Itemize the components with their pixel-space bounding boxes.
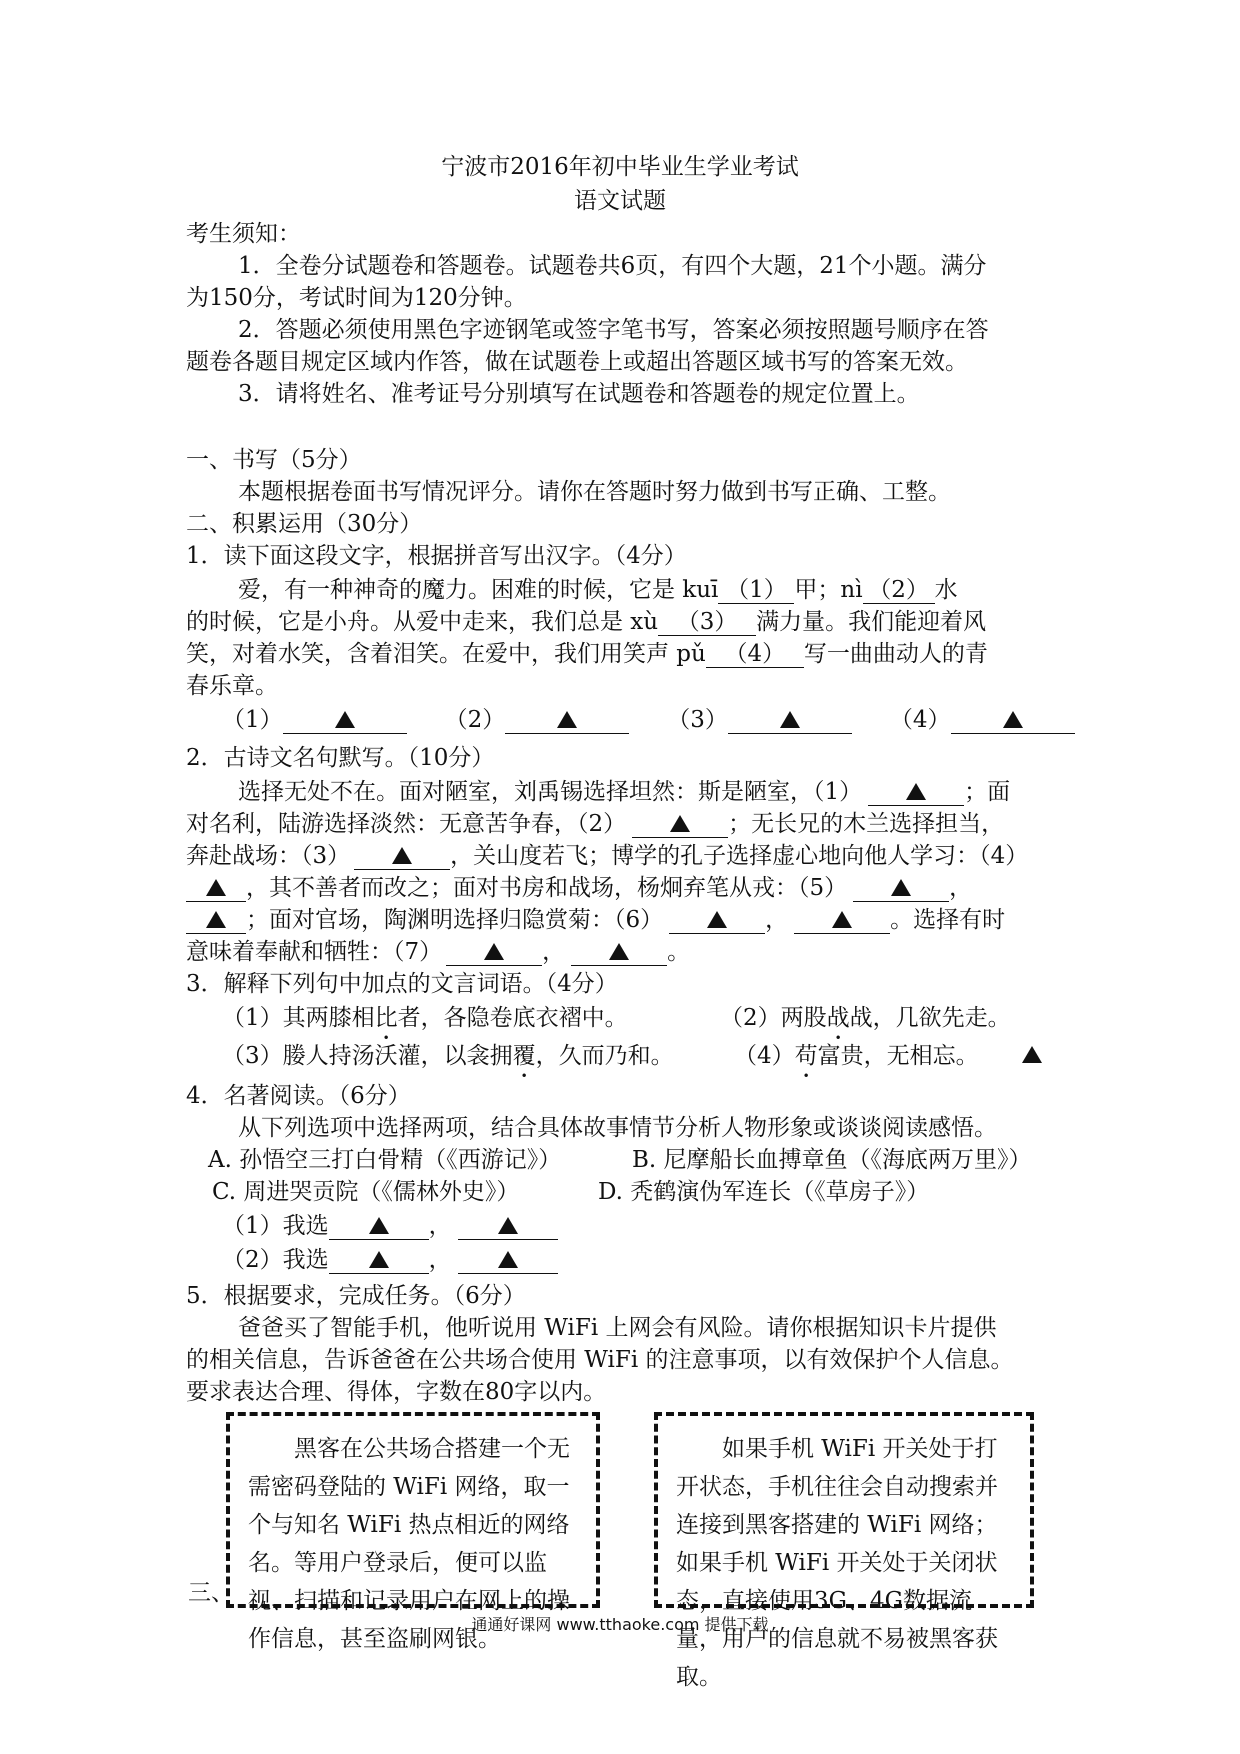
answer-marker-icon [557, 711, 577, 728]
q3-answer-marker [1022, 1046, 1042, 1066]
q4-pick-2-blank-a[interactable] [329, 1247, 429, 1274]
q1-title: 1．读下面这段文字，根据拼音写出汉字。（4分） [186, 543, 687, 569]
q2-blank-1[interactable] [868, 779, 964, 806]
q5-line-1: 爸爸买了智能手机，他听说用 WiFi 上网会有风险。请你根据知识卡片提供 [238, 1315, 997, 1341]
q1-line-3: 笑，对着水笑，含着泪笑。在爱中，我们用笑声 pǔ （4） 写一曲曲动人的青 [186, 641, 988, 667]
q4-option-c: C. 周进哭贡院（《儒林外史》） [212, 1179, 520, 1205]
q5-line-2: 的相关信息，告诉爸爸在公共场合使用 WiFi 的注意事项，以有效保护个人信息。 [186, 1347, 1014, 1373]
answer-marker-icon [498, 1217, 518, 1234]
q2-blank-7a[interactable] [446, 939, 542, 966]
q1-answer-blank-4[interactable] [951, 707, 1075, 734]
q4-pick-1: （1）我选 ， [222, 1210, 1102, 1242]
q1-blank-2: （2） [863, 577, 935, 604]
q2-blank-5b[interactable] [186, 907, 246, 934]
answer-marker-icon [206, 911, 226, 928]
q1-answer-blank-1[interactable] [283, 707, 407, 734]
q3-item-1: （1）其两膝相比者，各隐卷底衣褶中。 [222, 1005, 628, 1031]
q4-option-b: B. 尼摩船长血搏章鱼（《海底两万里》） [632, 1147, 1032, 1173]
q1-line-4: 春乐章。 [186, 673, 278, 699]
q1-line-2: 的时候，它是小舟。从爱中走来，我们总是 xù （3） 满力量。我们能迎着风 [186, 609, 987, 635]
answer-marker-icon [335, 711, 355, 728]
q2-blank-6a[interactable] [669, 907, 765, 934]
knowledge-card-left: 黑客在公共场合搭建一个无需密码登陆的 WiFi 网络，取一个与知名 WiFi 热点相近的网络名。等用户登录后，便可以监视、扫描和记录用户在网上的操作信息，甚至盗刷网银。 [226, 1412, 600, 1608]
answer-marker-icon [498, 1251, 518, 1268]
section3-fragment: 三、 [188, 1580, 234, 1606]
q1-answer-row: （1） （2） （3） （4） [222, 704, 1102, 736]
q2-line-5: ；面对官场，陶渊明选择归隐赏菊：（6） ， 。选择有时 [186, 904, 1066, 936]
answer-marker-icon [1003, 711, 1023, 728]
q4-option-a: A. 孙悟空三打白骨精（《西游记》） [208, 1147, 562, 1173]
q2-blank-7b[interactable] [571, 939, 667, 966]
answer-marker-icon [780, 711, 800, 728]
q4-title: 4．名著阅读。（6分） [186, 1083, 411, 1109]
q3-title: 3．解释下列句中加点的文言词语。（4分） [186, 971, 618, 997]
answer-marker-icon [206, 879, 226, 896]
notice-item-3: 3．请将姓名、准考证号分别填写在试题卷和答题卷的规定位置上。 [238, 381, 920, 407]
q4-intro: 从下列选项中选择两项，结合具体故事情节分析人物形象或谈谈阅读感悟。 [238, 1115, 997, 1141]
q4-pick-2: （2）我选 ， [222, 1244, 1102, 1276]
q4-option-d: D. 秃鹤演伪军连长（《草房子》） [598, 1179, 930, 1205]
answer-marker-icon [1022, 1046, 1042, 1063]
q2-blank-6b[interactable] [794, 907, 890, 934]
q1-blank-1: （1） [718, 577, 794, 604]
answer-marker-icon [707, 911, 727, 928]
answer-marker-icon [369, 1251, 389, 1268]
notice-item-1: 1．全卷分试题卷和答题卷。试题卷共6页，有四个大题，21个小题。满分 [238, 253, 987, 279]
q4-pick-1-blank-a[interactable] [329, 1213, 429, 1240]
q2-line-1: 选择无处不在。面对陋室，刘禹锡选择坦然：斯是陋室，（1） ；面 [238, 779, 1011, 805]
notice-item-2: 2．答题必须使用黑色字迹钢笔或签字笔书写，答案必须按照题号顺序在答 [238, 317, 989, 343]
q3-item-3: （3）媵人持汤沃灌，以衾拥覆，久而乃和。 [222, 1043, 674, 1069]
q2-blank-5[interactable] [853, 875, 949, 902]
answer-marker-icon [906, 783, 926, 800]
section1-heading: 一、书写（5分） [186, 447, 362, 473]
exam-subtitle: 语文试题 [574, 188, 666, 214]
q1-answer-blank-3[interactable] [728, 707, 852, 734]
q2-blank-2[interactable] [632, 811, 728, 838]
q1-answer-blank-2[interactable] [505, 707, 629, 734]
q2-blank-4[interactable] [186, 875, 246, 902]
answer-marker-icon [670, 815, 690, 832]
q2-blank-3[interactable] [354, 843, 450, 870]
q1-line-1: 爱，有一种神奇的魔力。困难的时候，它是 kuī （1） 甲；nì （2） 水 [238, 577, 958, 603]
q4-pick-1-blank-b[interactable] [458, 1213, 558, 1240]
answer-marker-icon [392, 847, 412, 864]
answer-marker-icon [369, 1217, 389, 1234]
q2-line-4: ，其不善者而改之；面对书房和战场，杨炯弃笔从戎：（5） ， [186, 872, 1066, 904]
section2-heading: 二、积累运用（30分） [186, 511, 423, 537]
q2-title: 2．古诗文名句默写。（10分） [186, 745, 495, 771]
q1-blank-3: （3） [658, 609, 756, 636]
q2-line-3: 奔赴战场：（3） ，关山度若飞；博学的孔子选择虚心地向他人学习：（4） [186, 843, 1029, 869]
q3-item-4: （4）苟富贵，无相忘。 [734, 1043, 979, 1069]
q2-line-2: 对名利，陆游选择淡然：无意苦争春，（2） ；无长兄的木兰选择担当， [186, 811, 1005, 837]
q5-title: 5．根据要求，完成任务。（6分） [186, 1283, 526, 1309]
footer-source: 通通好课网 www.tthaoke.com 提供下载 [471, 1615, 769, 1634]
answer-marker-icon [891, 879, 911, 896]
knowledge-card-right: 如果手机 WiFi 开关处于打开状态，手机往往会自动搜索并连接到黑客搭建的 WiFi 网络；如果手机 WiFi 开关处于关闭状态，直接使用3G、4G数据流量，用户的信息就不易被黑客获取。 [654, 1412, 1034, 1608]
notice-item-2-cont: 题卷各题目规定区域内作答，做在试题卷上或超出答题区域书写的答案无效。 [186, 349, 968, 375]
q1-blank-4: （4） [706, 641, 804, 668]
exam-title: 宁波市2016年初中毕业生学业考试 [441, 154, 799, 180]
answer-marker-icon [484, 943, 504, 960]
notice-heading: 考生须知： [186, 221, 301, 247]
q2-line-6: 意味着奉献和牺牲：（7） ， 。 [186, 939, 691, 965]
section1-text: 本题根据卷面书写情况评分。请你在答题时努力做到书写正确、工整。 [238, 479, 951, 505]
answer-marker-icon [832, 911, 852, 928]
q4-pick-2-blank-b[interactable] [458, 1247, 558, 1274]
answer-marker-icon [609, 943, 629, 960]
notice-item-1-cont: 为150分，考试时间为120分钟。 [186, 285, 527, 311]
q5-line-3: 要求表达合理、得体，字数在80字以内。 [186, 1379, 607, 1405]
q3-item-2: （2）两股战战，几欲先走。 [720, 1005, 1011, 1031]
